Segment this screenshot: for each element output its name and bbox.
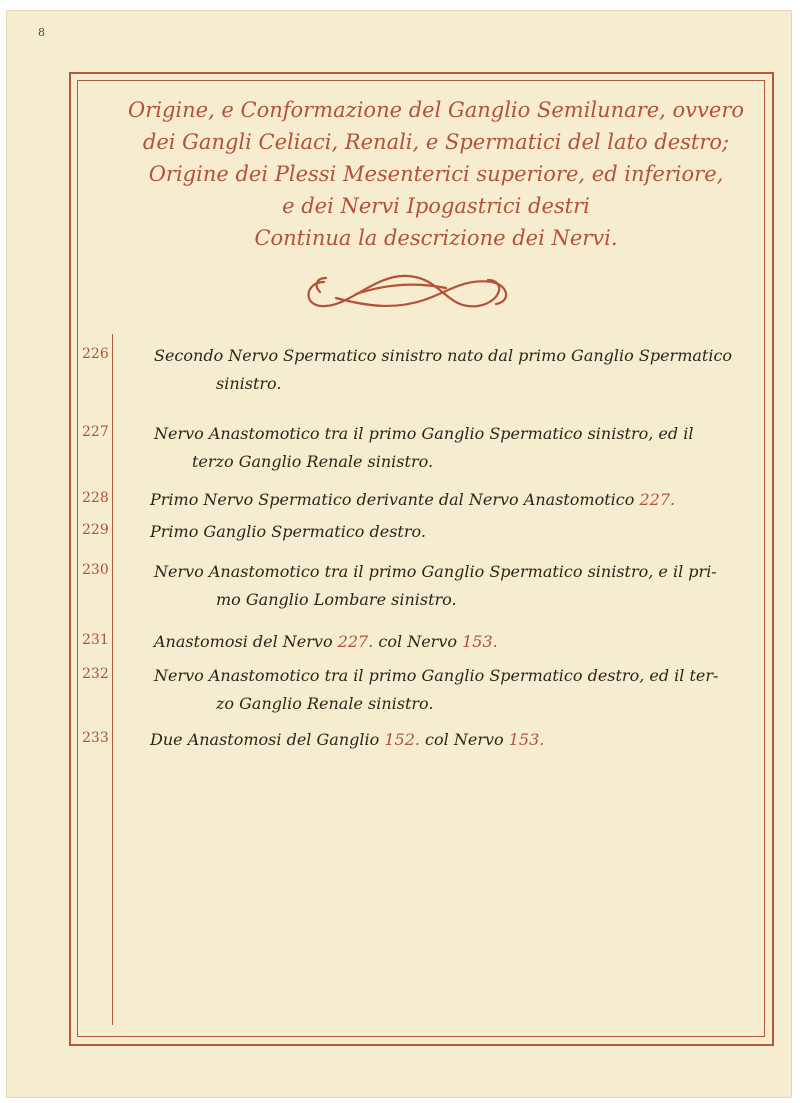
page-number: 8 [38, 26, 45, 39]
entry-reference: 153. [508, 730, 545, 749]
entry-continuation: mo Ganglio Lombare sinistro. [216, 590, 457, 609]
entry-number: 229 [82, 522, 109, 538]
entry-text: Nervo Anastomotico tra il primo Ganglio Spermatico sinistro, e il pri- [154, 562, 717, 581]
entry-number: 233 [82, 730, 109, 746]
entry-continuation: terzo Ganglio Renale sinistro. [192, 452, 434, 471]
entry-text: Primo Nervo Spermatico derivante dal Nervo Anastomotico [150, 490, 635, 509]
entry-text: Nervo Anastomotico tra il primo Ganglio Spermatico destro, ed il ter- [154, 666, 719, 685]
manuscript-page [6, 10, 792, 1098]
entry-number: 227 [82, 424, 109, 440]
entry-text: Secondo Nervo Spermatico sinistro nato dal primo Ganglio Spermatico [154, 346, 733, 365]
entry-number: 230 [82, 562, 109, 578]
title-line: Origine dei Plessi Mesenterici superiore, ed inferiore, [148, 162, 724, 186]
entry-number: 231 [82, 632, 109, 648]
title-line: dei Gangli Celiaci, Renali, e Spermatici del lato destro; [142, 130, 730, 154]
margin-rule [112, 334, 113, 1025]
entry-text: Nervo Anastomotico tra il primo Ganglio Spermatico sinistro, ed il [154, 424, 694, 443]
entry-text: Anastomosi del Nervo [154, 632, 333, 651]
entry-continuation: sinistro. [216, 374, 282, 393]
entry-text: Primo Ganglio Spermatico destro. [150, 522, 426, 541]
entry-text: col Nervo [425, 730, 504, 749]
entry-reference: 227. [337, 632, 374, 651]
entry-reference: 152. [384, 730, 420, 749]
entry-reference: 153. [462, 632, 498, 651]
page-title [106, 94, 766, 254]
decorative-flourish [296, 264, 516, 320]
title-line: Continua la descrizione dei Nervi. [254, 226, 618, 250]
title-line: Origine, e Conformazione del Ganglio Semilunare, ovvero [127, 98, 744, 122]
entry-number: 226 [82, 346, 109, 362]
entry-text: Due Anastomosi del Ganglio [150, 730, 380, 749]
entry-reference: 227. [639, 490, 676, 509]
entry-number: 228 [82, 490, 109, 506]
title-line: e dei Nervi Ipogastrici destri [282, 194, 590, 218]
entry-continuation: zo Ganglio Renale sinistro. [216, 694, 434, 713]
entry-text: col Nervo [378, 632, 457, 651]
entry-number: 232 [82, 666, 109, 682]
